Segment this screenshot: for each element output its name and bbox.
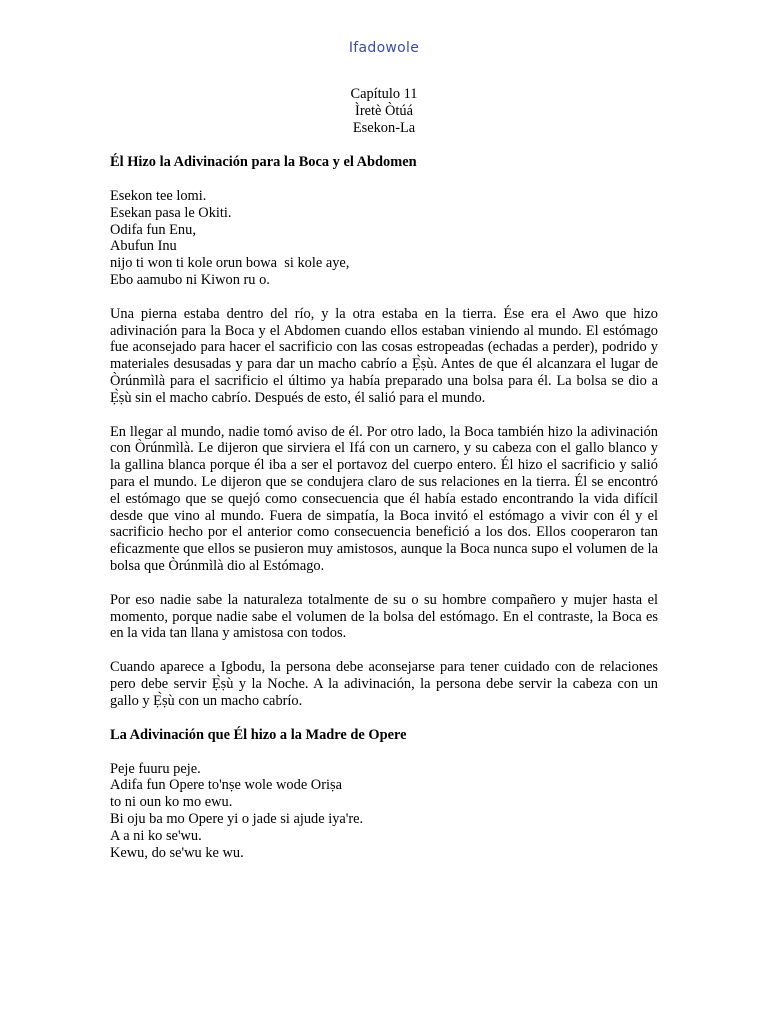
verse-line: Odifa fun Enu, [110, 221, 196, 238]
verse-line: to ni oun ko mo ewu. [110, 794, 233, 811]
section-title: La Adivinación que Él hizo a la Madre de Opere [110, 726, 407, 743]
body-paragraph: Cuando aparece a Igbodu, la persona debe aconsejarse para tener cuidado con de relaciones pero debe servir Ẹ̀ṣù y la Noche. A la adivinación, la persona debe servir la cabeza con un gallo y Ẹ̀ṣù con un macho cabrío. [110, 659, 658, 709]
chapter-number: Capítulo 11 [350, 86, 418, 102]
verse-block [110, 188, 658, 289]
verse-line: Adifa fun Opere to'nṣe wole wode Oriṣa [110, 777, 342, 794]
body-paragraph: En llegar al mundo, nadie tomó aviso de él. Por otro lado, la Boca también hizo la adivinación con Òrúnmìlà. Le dijeron que sirviera el Ifá con un carnero, y su cabeza con el gallo blanco y la gallina blanca porque él iba a ser el portavoz del cuerpo entero. Él hizo el sacrificio y salió para el mundo. Le dijeron que se condujera claro de sus relaciones en la tierra. Él se encontró el estómago que se quejó como consecuencia que él había estado encontrando la vida difícil desde que vino al mundo. Fuera de simpatía, la Boca invitó el estómago a vivir con él y el sacrificio hecho por el anterior como consecuencia benefició a los dos. Ellos cooperaron tan eficazmente que ellos se pusieron muy amistosos, aunque la Boca nunca supo el volumen de la bolsa que Òrúnmìlà dio al Estómago. [110, 423, 658, 574]
chapter-name: Ìretè Òtúá [355, 103, 413, 119]
verse-line: Peje fuuru peje. [110, 760, 201, 777]
verse-line: nijo ti won ti kole orun bowa si kole aye, [110, 255, 350, 272]
body-paragraph: Por eso nadie sabe la naturaleza totalmente de su o su hombre compañero y mujer hasta el momento, porque nadie sabe el volumen de la bolsa del estómago. En el contraste, la Boca es en la vida tan llana y amistosa con todos. [110, 591, 658, 642]
verse-line: Ebo aamubo ni Kiwon ru o. [110, 271, 270, 288]
verse-line: Esekon tee lomi. [110, 188, 207, 204]
verse-block [110, 761, 658, 862]
verse-line: Abufun Inu [110, 238, 177, 255]
document-body [110, 86, 658, 861]
verse-line: Bi oju ba mo Opere yi o jade si ajude iya're. [110, 810, 364, 827]
verse-line: Esekan pasa le Okiti. [110, 204, 232, 221]
chapter-heading [110, 86, 658, 137]
body-paragraph: Una pierna estaba dentro del río, y la otra estaba en la tierra. Ése era el Awo que hizo adivinación para la Boca y el Abdomen cuando ellos estaban viniendo al mundo. El estómago fue aconsejado para hacer el sacrificio con las cosas estropeadas (echadas a perder), podrido y materiales desusadas y para dar un macho cabrío a Ẹ̀ṣù. Antes de que él alcanzara el lugar de Òrúnmìlà para el sacrificio el último ya había preparado una bolsa para él. La bolsa se dio a Ẹ̀ṣù sin el macho cabrío. Después de esto, él salió para el mundo. [110, 305, 658, 406]
verse-line: Kewu, do se'wu ke wu. [110, 844, 244, 861]
verse-line: A a ni ko se'wu. [110, 827, 202, 844]
section-title: Él Hizo la Adivinación para la Boca y el Abdomen [110, 154, 417, 170]
chapter-alias: Esekon-La [352, 120, 416, 136]
page-header-site-name: Ifadowole [348, 40, 420, 56]
